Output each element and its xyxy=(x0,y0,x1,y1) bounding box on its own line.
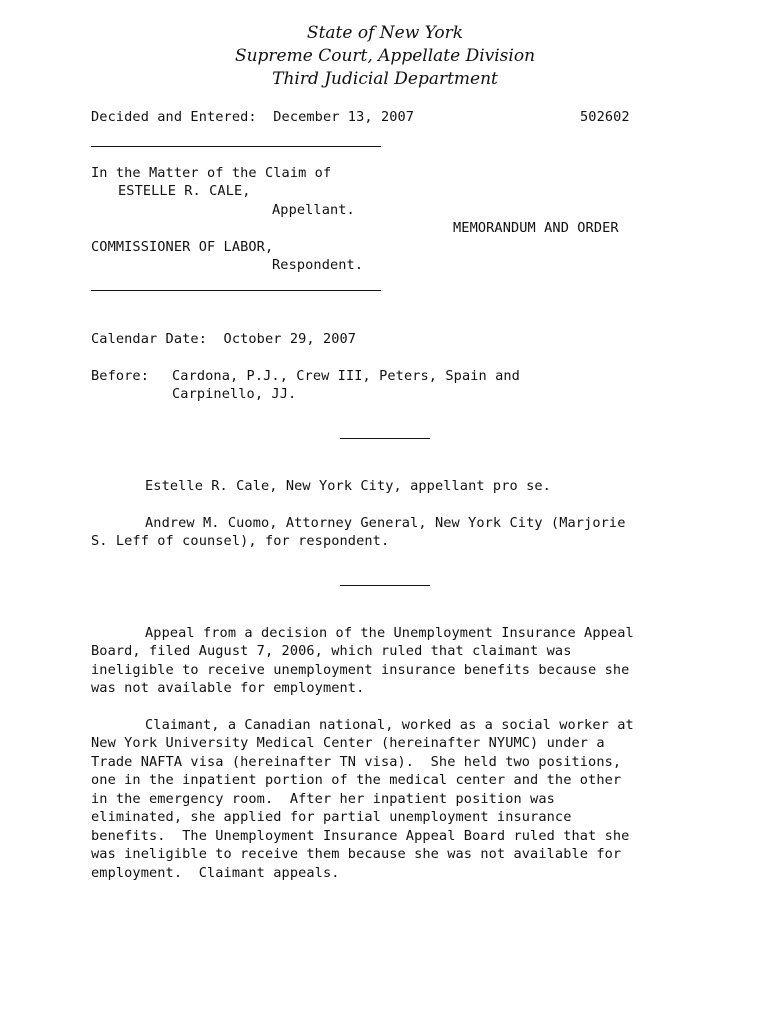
paragraph1-line: was not available for employment. xyxy=(91,680,365,696)
caption-top-rule xyxy=(91,146,381,147)
paragraph1-line: ineligible to receive unemployment insurance benefits because she xyxy=(91,662,630,678)
caption-respondent: COMMISSIONER OF LABOR, xyxy=(91,239,274,255)
caption-matter: In the Matter of the Claim of xyxy=(91,165,332,181)
court-department: Third Judicial Department xyxy=(272,69,498,89)
counsel-appellant: Estelle R. Cale, New York City, appellant pro se. xyxy=(145,478,551,494)
calendar-date: Calendar Date: October 29, 2007 xyxy=(91,331,357,347)
paragraph1-line: Appeal from a decision of the Unemployment Insurance Appeal xyxy=(145,625,634,641)
caption-bottom-rule xyxy=(91,290,381,291)
court-division: Supreme Court, Appellate Division xyxy=(234,46,536,66)
paragraph2-line: one in the inpatient portion of the medical center and the other xyxy=(91,772,622,788)
panel-justices-line1: Cardona, P.J., Crew III, Peters, Spain and xyxy=(172,368,520,384)
paragraph2-line: was ineligible to receive them because she was not available for xyxy=(91,846,622,862)
document-title: MEMORANDUM AND ORDER xyxy=(453,220,619,236)
caption-respondent-role: Respondent. xyxy=(272,257,364,273)
paragraph2-line: eliminated, she applied for partial unemployment insurance xyxy=(91,809,572,825)
caption-claimant: ESTELLE R. CALE, xyxy=(118,183,251,199)
paragraph2-line: in the emergency room. After her inpatient position was xyxy=(91,791,555,807)
counsel-respondent-line2: S. Leff of counsel), for respondent. xyxy=(91,533,390,549)
counsel-respondent-line1: Andrew M. Cuomo, Attorney General, New York City (Marjorie xyxy=(145,515,626,531)
paragraph2-line: employment. Claimant appeals. xyxy=(91,865,340,881)
paragraph2-line: benefits. The Unemployment Insurance Appeal Board ruled that she xyxy=(91,828,630,844)
section-divider-1 xyxy=(340,438,430,439)
court-name: State of New York xyxy=(306,23,464,43)
decided-date: Decided and Entered: December 13, 2007 xyxy=(91,109,415,125)
section-divider-2 xyxy=(340,585,430,586)
paragraph2-line: Claimant, a Canadian national, worked as a social worker at xyxy=(145,717,634,733)
caption-claimant-role: Appellant. xyxy=(272,202,355,218)
paragraph1-line: Board, filed August 7, 2006, which ruled that claimant was xyxy=(91,643,572,659)
paragraph2-line: New York University Medical Center (hereinafter NYUMC) under a xyxy=(91,735,605,751)
before-label: Before: xyxy=(91,368,149,384)
panel-justices-line2: Carpinello, JJ. xyxy=(172,386,297,402)
docket-number: 502602 xyxy=(580,109,630,125)
paragraph2-line: Trade NAFTA visa (hereinafter TN visa). She held two positions, xyxy=(91,754,622,770)
